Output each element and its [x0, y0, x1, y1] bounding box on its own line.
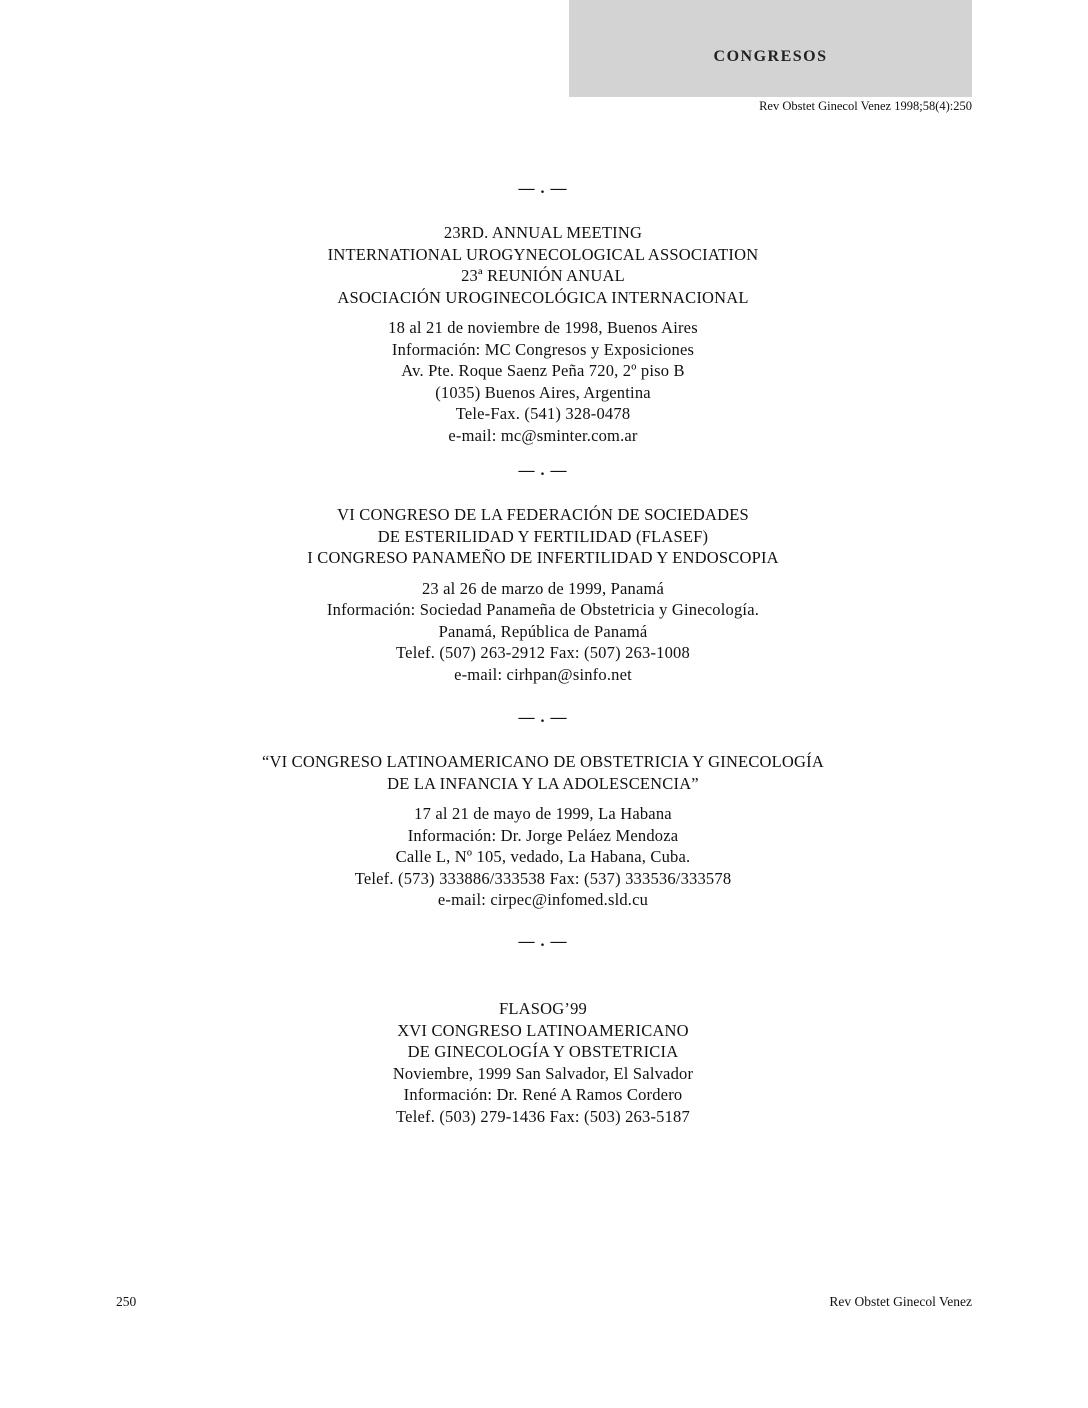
event-info-line: Información: Dr. Jorge Peláez Mendoza — [407, 825, 679, 845]
event-info-line: Calle L, Nº 105, vedado, La Habana, Cuba. — [395, 847, 691, 866]
event-4 — [150, 998, 936, 1127]
event-info-line: 18 al 21 de noviembre de 1998, Buenos Aires — [388, 318, 698, 337]
event-2 — [150, 504, 936, 685]
event-3 — [150, 751, 936, 911]
event-title-line: DE GINECOLOGÍA Y OBSTETRICIA — [407, 1042, 679, 1061]
event-title-line: INTERNATIONAL UROGYNECOLOGICAL ASSOCIATION — [327, 244, 759, 264]
event-title-line: I CONGRESO PANAMEÑO DE INFERTILIDAD Y ENDOSCOPIA — [307, 548, 779, 567]
separator: — . — — [518, 462, 568, 479]
event-title-line: 23ª REUNIÓN ANUAL — [461, 266, 625, 285]
event-info-line: Panamá, República de Panamá — [438, 621, 648, 641]
event-info-line: Telef. (503) 279-1436 Fax: (503) 263-5187 — [396, 1106, 690, 1126]
section-header-box — [569, 0, 972, 97]
event-title-line: DE LA INFANCIA Y LA ADOLESCENCIA” — [387, 773, 699, 793]
event-title-line: “VI CONGRESO LATINOAMERICANO DE OBSTETRICIA Y GINECOLOGÍA — [262, 752, 824, 771]
event-info-line: Telef. (507) 263-2912 Fax: (507) 263-1008 — [396, 643, 690, 662]
page-number: 250 — [116, 1294, 137, 1309]
event-title-line: DE ESTERILIDAD Y FERTILIDAD (FLASEF) — [377, 526, 709, 546]
separator: — . — — [518, 933, 568, 950]
event-email: e-mail: cirhpan@sinfo.net — [454, 664, 632, 684]
footer-journal-name: Rev Obstet Ginecol Venez — [829, 1294, 972, 1309]
separator: — . — — [518, 180, 568, 197]
event-info-line: Telef. (573) 333886/333538 Fax: (537) 333536/333578 — [354, 868, 732, 888]
event-1 — [150, 222, 936, 446]
event-info-line: Información: Dr. René A Ramos Cordero — [403, 1085, 683, 1104]
event-title-line: ASOCIACIÓN UROGINECOLÓGICA INTERNACIONAL — [337, 287, 749, 307]
event-email: e-mail: cirpec@infomed.sld.cu — [437, 890, 649, 909]
event-info-line: 17 al 21 de mayo de 1999, La Habana — [414, 804, 672, 823]
event-email: e-mail: mc@sminter.com.ar — [448, 425, 638, 445]
event-info-line: Noviembre, 1999 San Salvador, El Salvador — [392, 1063, 694, 1083]
section-title: CONGRESOS — [713, 48, 828, 65]
separator: — . — — [518, 709, 568, 726]
event-info-line: Av. Pte. Roque Saenz Peña 720, 2º piso B — [401, 361, 685, 380]
event-info-line: Información: MC Congresos y Exposiciones — [391, 339, 695, 359]
event-info-line: Información: Sociedad Panameña de Obstetricia y Ginecología. — [326, 600, 760, 619]
event-title-line: 23RD. ANNUAL MEETING — [443, 223, 643, 242]
event-title-line: FLASOG’99 — [499, 999, 587, 1018]
event-info-line: 23 al 26 de marzo de 1999, Panamá — [421, 578, 665, 598]
event-title-line: XVI CONGRESO LATINOAMERICANO — [397, 1020, 689, 1040]
journal-citation: Rev Obstet Ginecol Venez 1998;58(4):250 — [759, 99, 972, 113]
event-info-line: (1035) Buenos Aires, Argentina — [435, 382, 651, 402]
event-title-line: VI CONGRESO DE LA FEDERACIÓN DE SOCIEDADES — [337, 505, 749, 524]
event-info-line: Tele-Fax. (541) 328-0478 — [455, 404, 631, 423]
